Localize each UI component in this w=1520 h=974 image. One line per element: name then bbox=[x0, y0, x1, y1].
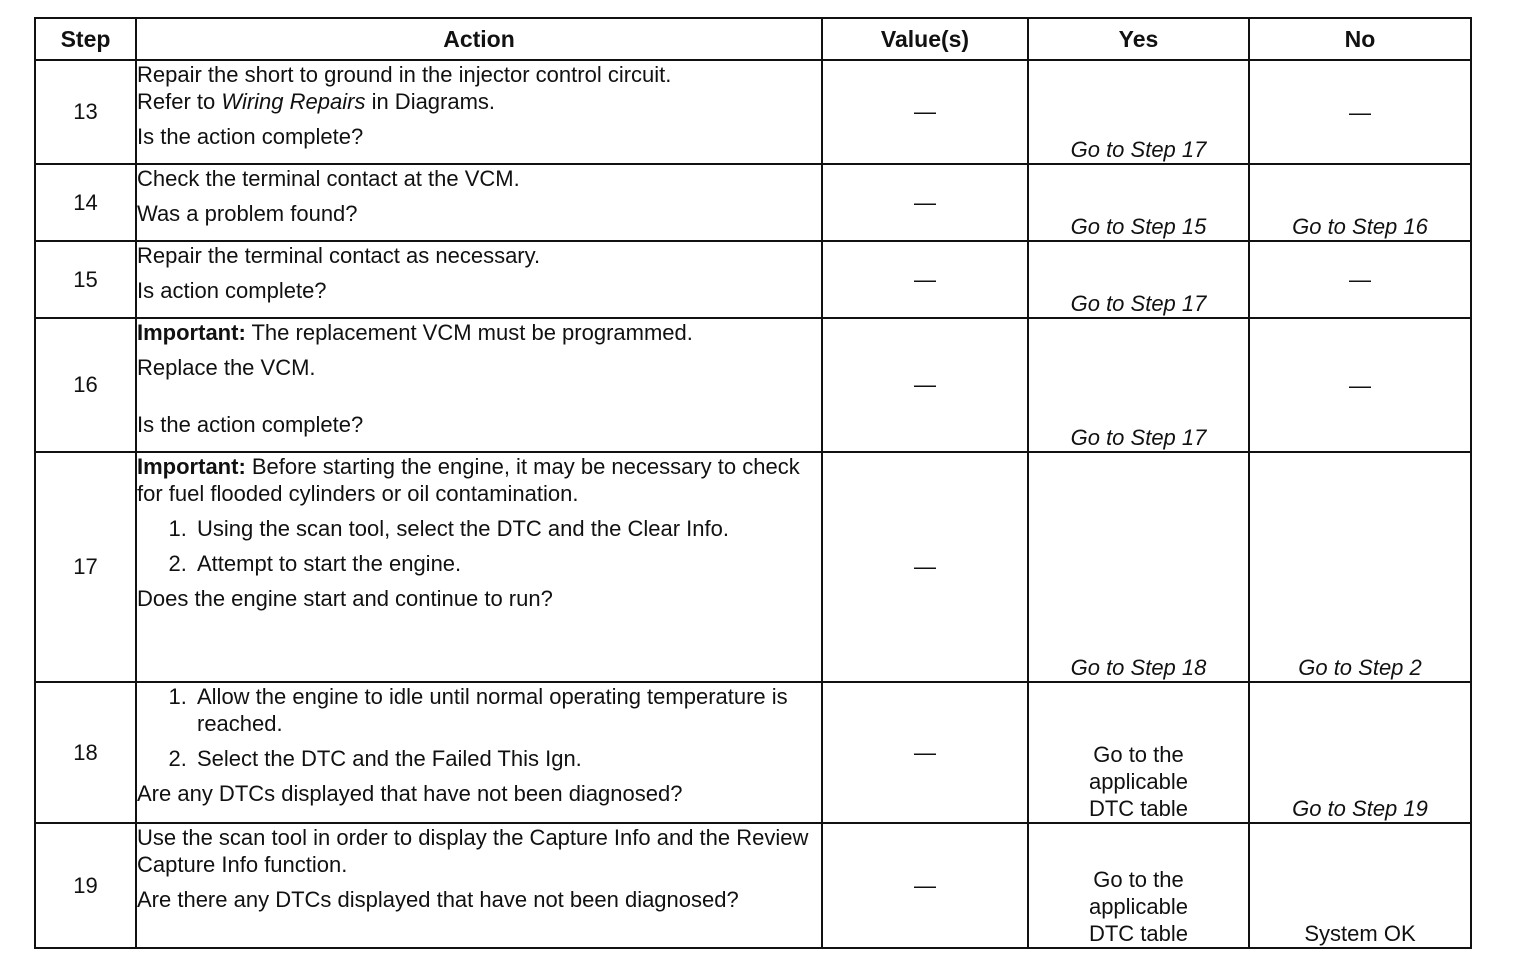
table-row bbox=[35, 241, 1471, 318]
value-cell: — bbox=[822, 823, 1028, 948]
value-cell: — bbox=[822, 682, 1028, 823]
action-question: Are any DTCs displayed that have not been diagnosed? bbox=[137, 781, 683, 806]
action-question: Is the action complete? bbox=[137, 124, 364, 149]
refer-pre: Refer to bbox=[137, 89, 222, 114]
header-row bbox=[35, 18, 1471, 60]
table-row bbox=[35, 452, 1471, 682]
list-item: 1. Using the scan tool, select the DTC and the Clear Info. bbox=[193, 515, 821, 542]
action-text: Use the scan tool in order to display the Capture Info and the Review Capture Info function. bbox=[137, 825, 809, 877]
header-yes: Yes bbox=[1028, 18, 1249, 60]
no-cell: Go to Step 16 bbox=[1249, 164, 1471, 241]
no-cell: Go to Step 2 bbox=[1249, 452, 1471, 682]
action-cell bbox=[136, 823, 822, 948]
action-line: Repair the short to ground in the injector control circuit. bbox=[137, 62, 672, 87]
step-number: 18 bbox=[35, 682, 136, 823]
substep-list bbox=[137, 515, 821, 577]
action-question: Was a problem found? bbox=[137, 201, 358, 226]
no-cell: — bbox=[1249, 241, 1471, 318]
important-label: Important: bbox=[137, 320, 246, 345]
action-cell bbox=[136, 60, 822, 164]
refer-link-text: Wiring Repairs bbox=[221, 89, 366, 114]
list-item: 1. Allow the engine to idle until normal operating temperature is reached. bbox=[193, 683, 821, 737]
list-item: 2. Select the DTC and the Failed This Ign. bbox=[193, 745, 821, 772]
value-cell: — bbox=[822, 60, 1028, 164]
action-cell bbox=[136, 241, 822, 318]
value-cell: — bbox=[822, 241, 1028, 318]
action-text: Replace the VCM. bbox=[137, 355, 316, 380]
action-question: Is the action complete? bbox=[137, 412, 364, 437]
important-text: The replacement VCM must be programmed. bbox=[245, 320, 693, 345]
no-cell: System OK bbox=[1249, 823, 1471, 948]
important-note bbox=[137, 319, 821, 346]
action-question: Are there any DTCs displayed that have not been diagnosed? bbox=[137, 887, 739, 912]
step-number: 15 bbox=[35, 241, 136, 318]
value-cell: — bbox=[822, 452, 1028, 682]
yes-cell: Go to Step 17 bbox=[1028, 318, 1249, 452]
yes-cell: Go to Step 18 bbox=[1028, 452, 1249, 682]
header-action: Action bbox=[136, 18, 822, 60]
important-text: Before starting the engine, it may be necessary to check for fuel flooded cylinders or oil contamination. bbox=[137, 454, 800, 506]
yes-cell: Go to the applicable DTC table bbox=[1028, 823, 1249, 948]
refer-post: in Diagrams. bbox=[365, 89, 496, 114]
diagnostic-table bbox=[34, 17, 1472, 949]
table-row bbox=[35, 60, 1471, 164]
no-cell: Go to Step 19 bbox=[1249, 682, 1471, 823]
table-row bbox=[35, 682, 1471, 823]
yes-cell: Go to Step 15 bbox=[1028, 164, 1249, 241]
action-text: Repair the terminal contact as necessary. bbox=[137, 243, 541, 268]
action-question: Does the engine start and continue to run? bbox=[137, 586, 553, 611]
header-no: No bbox=[1249, 18, 1471, 60]
header-step: Step bbox=[35, 18, 136, 60]
important-note bbox=[137, 453, 821, 507]
action-cell bbox=[136, 452, 822, 682]
value-cell: — bbox=[822, 318, 1028, 452]
action-cell bbox=[136, 164, 822, 241]
action-cell bbox=[136, 682, 822, 823]
important-label: Important: bbox=[137, 454, 246, 479]
substep-list bbox=[137, 683, 821, 772]
step-number: 17 bbox=[35, 452, 136, 682]
yes-cell: Go to Step 17 bbox=[1028, 241, 1249, 318]
table-row bbox=[35, 164, 1471, 241]
no-cell: — bbox=[1249, 60, 1471, 164]
step-number: 16 bbox=[35, 318, 136, 452]
action-cell bbox=[136, 318, 822, 452]
action-text bbox=[137, 61, 821, 115]
list-item: 2. Attempt to start the engine. bbox=[193, 550, 821, 577]
header-values: Value(s) bbox=[822, 18, 1028, 60]
no-cell: — bbox=[1249, 318, 1471, 452]
yes-cell: Go to Step 17 bbox=[1028, 60, 1249, 164]
action-text: Check the terminal contact at the VCM. bbox=[137, 166, 520, 191]
step-number: 19 bbox=[35, 823, 136, 948]
step-number: 13 bbox=[35, 60, 136, 164]
step-number: 14 bbox=[35, 164, 136, 241]
value-cell: — bbox=[822, 164, 1028, 241]
yes-cell: Go to the applicable DTC table bbox=[1028, 682, 1249, 823]
table-row bbox=[35, 823, 1471, 948]
action-question: Is action complete? bbox=[137, 278, 327, 303]
table-row bbox=[35, 318, 1471, 452]
